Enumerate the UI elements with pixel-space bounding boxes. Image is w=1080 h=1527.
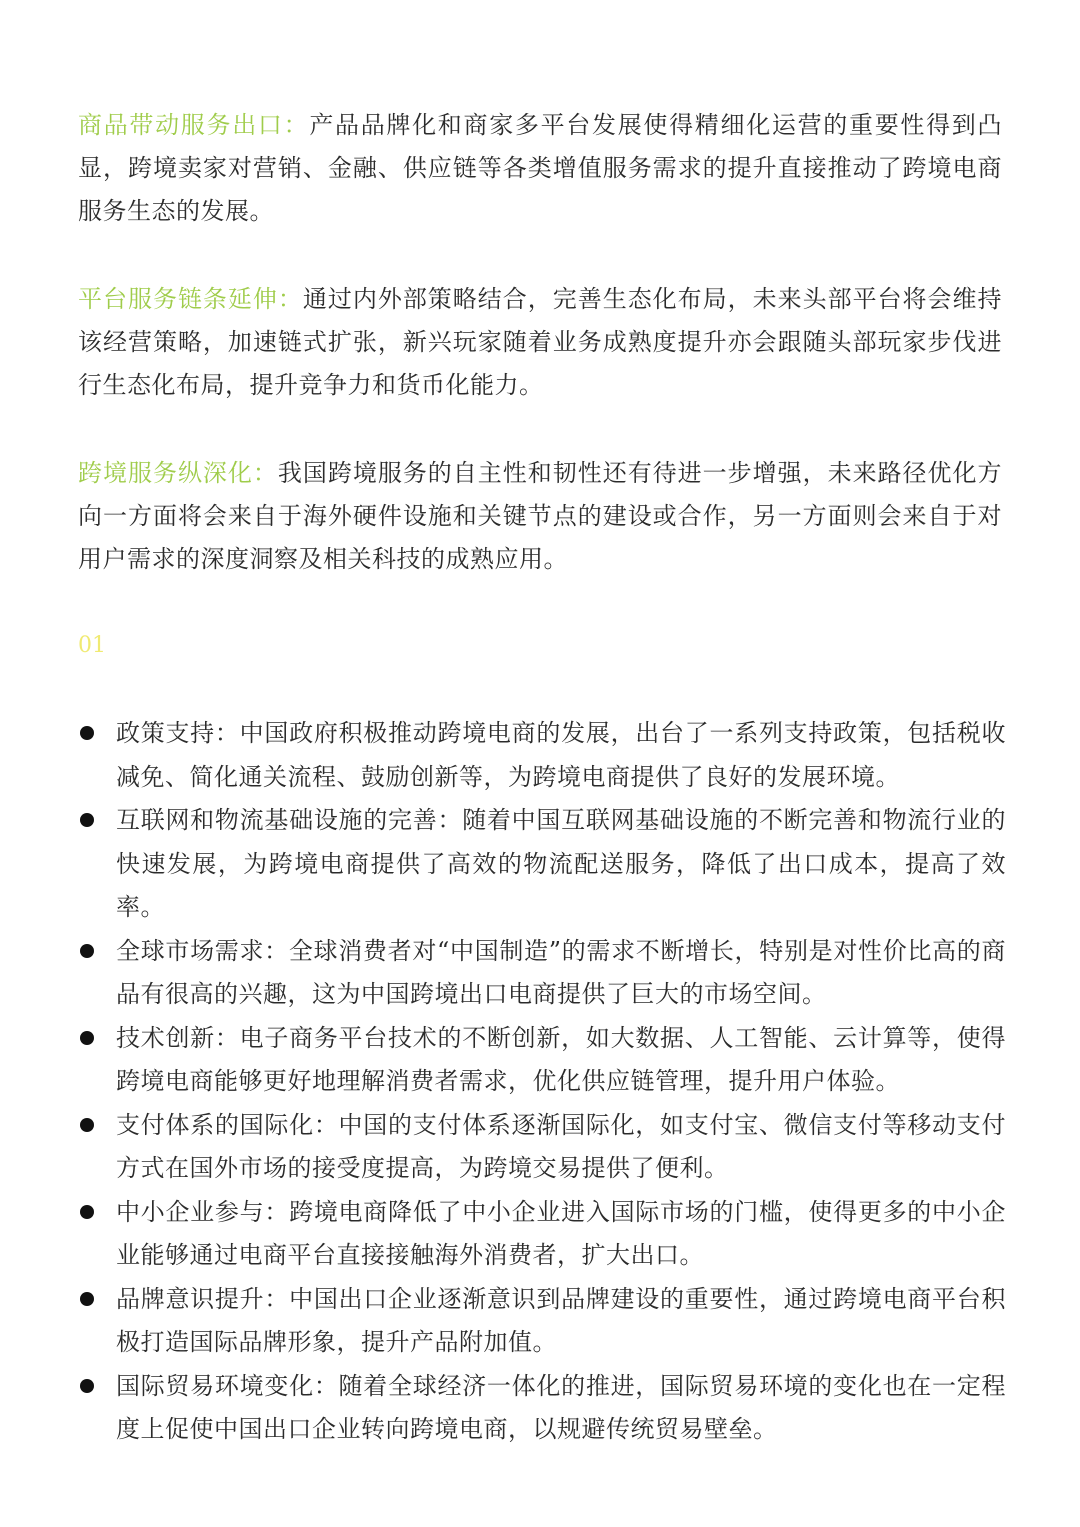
list-item: [78, 930, 1006, 1017]
list-item-text: 政策支持：中国政府积极推动跨境电商的发展，出台了一系列支持政策，包括税收减免、简化通关流程、鼓励创新等，为跨境电商提供了良好的发展环境。: [116, 719, 1006, 791]
bullet-dot-icon: [80, 1118, 94, 1132]
bullet-dot-icon: [80, 813, 94, 827]
list-item: [78, 1365, 1006, 1452]
list-item-text: 品牌意识提升：中国出口企业逐渐意识到品牌建设的重要性，通过跨境电商平台积极打造国际品牌形象，提升产品附加值。: [116, 1284, 1006, 1356]
list-item: [78, 1191, 1006, 1278]
paragraph-lead: 平台服务链条延伸：: [78, 285, 303, 313]
paragraph-service-depth: [78, 452, 1002, 581]
list-item: [78, 1278, 1006, 1365]
section-number: 01: [78, 633, 106, 658]
bullet-dot-icon: [80, 726, 94, 740]
paragraph-lead: 跨境服务纵深化：: [78, 459, 278, 487]
list-item-text: 技术创新：电子商务平台技术的不断创新，如大数据、人工智能、云计算等，使得跨境电商能够更好地理解消费者需求，优化供应链管理，提升用户体验。: [116, 1023, 1006, 1095]
list-item-text: 全球市场需求：全球消费者对“中国制造”的需求不断增长，特别是对性价比高的商品有很高的兴趣，这为中国跨境出口电商提供了巨大的市场空间。: [116, 936, 1006, 1008]
list-item: [78, 1104, 1006, 1191]
list-item: [78, 712, 1006, 799]
list-item: [78, 799, 1006, 930]
bullet-dot-icon: [80, 1379, 94, 1393]
list-item-text: 互联网和物流基础设施的完善：随着中国互联网基础设施的不断完善和物流行业的快速发展，为跨境电商提供了高效的物流配送服务，降低了出口成本，提高了效率。: [116, 806, 1006, 921]
bullet-dot-icon: [80, 1031, 94, 1045]
bullet-dot-icon: [80, 944, 94, 958]
paragraph-service-export: [78, 104, 1002, 233]
paragraph-text: 我国跨境服务的自主性和韧性还有待进一步增强，未来路径优化方向一方面将会来自于海外硬件设施和关键节点的建设或合作，另一方面则会来自于对用户需求的深度洞察及相关科技的成熟应用。: [78, 459, 1002, 573]
bullet-dot-icon: [80, 1205, 94, 1219]
list-item-text: 支付体系的国际化：中国的支付体系逐渐国际化，如支付宝、微信支付等移动支付方式在国外市场的接受度提高，为跨境交易提供了便利。: [116, 1110, 1006, 1182]
list-item-text: 中小企业参与：跨境电商降低了中小企业进入国际市场的门槛，使得更多的中小企业能够通过电商平台直接接触海外消费者，扩大出口。: [116, 1197, 1006, 1269]
bullet-list: [78, 712, 1006, 1452]
bullet-dot-icon: [80, 1292, 94, 1306]
paragraph-text: 通过内外部策略结合，完善生态化布局，未来头部平台将会维持该经营策略，加速链式扩张，新兴玩家随着业务成熟度提升亦会跟随头部玩家步伐进行生态化布局，提升竞争力和货币化能力。: [78, 285, 1002, 399]
paragraph-text: 产品品牌化和商家多平台发展使得精细化运营的重要性得到凸显，跨境卖家对营销、金融、供应链等各类增值服务需求的提升直接推动了跨境电商服务生态的发展。: [78, 111, 1003, 225]
list-item: [78, 1017, 1006, 1104]
list-item-text: 国际贸易环境变化：随着全球经济一体化的推进，国际贸易环境的变化也在一定程度上促使中国出口企业转向跨境电商，以规避传统贸易壁垒。: [116, 1371, 1006, 1443]
paragraph-lead: 商品带动服务出口：: [78, 111, 310, 139]
paragraph-platform-chain: [78, 278, 1002, 407]
